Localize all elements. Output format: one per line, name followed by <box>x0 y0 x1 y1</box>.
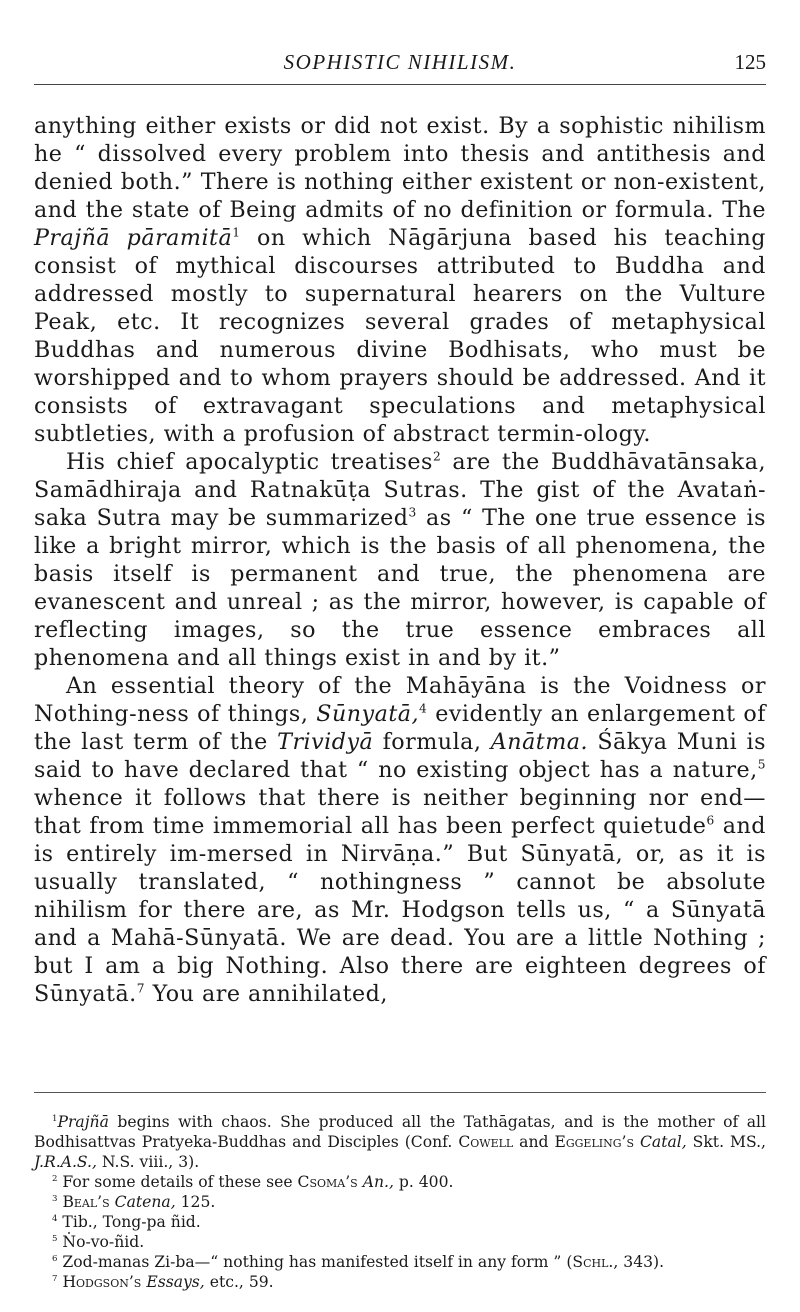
text-run: You are annihilated, <box>145 981 388 1007</box>
footnote-number: 6 <box>52 1253 58 1264</box>
author-name: Hodgson’s <box>62 1273 142 1291</box>
footnote-ref: 2 <box>432 449 442 464</box>
footnote-ref: 5 <box>757 757 766 772</box>
text-run: Tib., Tong-pa ñid. <box>57 1213 201 1231</box>
italic-term: Sūnyatā, <box>316 701 420 727</box>
footnote-number: 2 <box>52 1173 58 1184</box>
text-run: For some details of these see <box>57 1173 298 1191</box>
text-run: as “ The one true essence is like a bright mirror, which is the basis of all phenomena, the basis itself is permanent and true, the phenomena are evanescent and unreal ; as the mirror, however, is capable of reflecting images, so the true essence embraces all phenomena and all things exist in and by it.” <box>34 505 766 671</box>
paragraph-3 <box>34 672 766 1008</box>
text-run: p. 400. <box>393 1173 454 1191</box>
footnote-4 <box>34 1212 766 1232</box>
footnote-ref: 7 <box>136 981 146 996</box>
footnote-rule <box>34 1092 766 1093</box>
footnote-ref: 1 <box>232 225 241 240</box>
italic-term: Catena, <box>114 1193 176 1211</box>
italic-term: Catal, <box>639 1133 687 1151</box>
text-run: Skt. MS., <box>686 1133 766 1151</box>
paragraph-1 <box>34 112 766 448</box>
text-run: are the Buddhāvatānsaka, Samādhiraja and Ratnakūṭa Sutras. The gist of the Avataṅ-saka Sutra may be summarized <box>34 449 766 531</box>
text-run: His chief apocalyptic treatises <box>66 449 433 475</box>
footnote-3 <box>34 1192 766 1212</box>
italic-term: An., <box>362 1173 394 1191</box>
text-run: whence it follows that there is neither beginning nor end—that from time immemorial all has been perfect quietude <box>34 785 766 839</box>
text-run: 343). <box>618 1253 665 1271</box>
footnote-ref: 4 <box>419 701 428 716</box>
author-name: Beal’s <box>62 1193 110 1211</box>
italic-term: Trividyā <box>277 729 374 755</box>
footnotes <box>34 1112 766 1292</box>
author-name: Eggeling’s <box>554 1133 634 1151</box>
italic-term: J.R.A.S., <box>34 1153 97 1171</box>
text-run: 125. <box>175 1193 216 1211</box>
running-title: SOPHISTIC NIHILISM. <box>283 50 517 74</box>
footnote-6 <box>34 1252 766 1272</box>
text-run: anything either exists or did not exist. By a sophistic nihilism he “ dissolved every problem into thesis and antithesis and denied both.” There is nothing either existent or non-existent, and the state of Being admits of no definition or formula. The <box>34 113 766 223</box>
footnote-ref: 6 <box>706 813 715 828</box>
italic-term: Essays, <box>146 1273 205 1291</box>
author-name: Csoma’s <box>297 1173 358 1191</box>
footnote-2 <box>34 1172 766 1192</box>
text-run: begins with chaos. She produced all the Tathāgatas, and is the mother of all Bodhisattvas Pratyeka-Buddhas and Disciples (Conf. <box>34 1113 766 1151</box>
footnote-number: 4 <box>52 1213 58 1224</box>
footnote-number: 1 <box>52 1113 58 1124</box>
paragraph-2 <box>34 448 766 672</box>
author-name: Schl., <box>572 1253 619 1271</box>
text-run: formula, <box>373 729 491 755</box>
footnote-number: 7 <box>52 1273 58 1284</box>
footnote-7 <box>34 1272 766 1292</box>
page-header <box>34 50 766 86</box>
italic-term: Prajñā pāramitā <box>34 225 233 251</box>
footnote-1 <box>34 1112 766 1172</box>
text-run: An essential theory of the Mahāyāna is the Voidness or Nothing-ness of things, <box>34 673 766 727</box>
body-text <box>34 112 766 1008</box>
text-run: on which Nāgārjuna based his teaching consist of mythical discourses attributed to Buddha and addressed mostly to supernatural hearers on the Vulture Peak, etc. It recognizes several grades of metaphysical Buddhas and numerous divine Bodhisats, who must be worshipped and to whom prayers should be addressed. And it consists of extravagant speculations and metaphysical subtleties, with a profusion of abstract termin-ology. <box>34 225 766 447</box>
footnote-5 <box>34 1232 766 1252</box>
text-run: N.S. viii., 3). <box>96 1153 200 1171</box>
footnote-number: 3 <box>52 1193 58 1204</box>
italic-term: Anātma. <box>490 729 589 755</box>
italic-term: Prajñā <box>57 1113 109 1131</box>
text-run: and is entirely im-mersed in Nirvāṇa.” But Sūnyatā, or, as it is usually translated, “ nothingness ” cannot be absolute nihilism for there are, as Mr. Hodgson tells us, “ a Sūnyatā and a Mahā-Sūnyatā. We are dead. You are a little Nothing ; but I am a big Nothing. Also there are eighteen degrees of Sūnyatā. <box>34 813 767 1007</box>
text-run: etc., 59. <box>204 1273 274 1291</box>
text-run: Śākya Muni is said to have declared that “ no existing object has a nature, <box>34 729 766 783</box>
text-run: evidently an enlargement of the last term of the <box>34 701 766 755</box>
text-run: Zod-manas Zi-ba—“ nothing has manifested itself in any form ” ( <box>57 1253 573 1271</box>
text-run: Ṅo-vo-ñid. <box>57 1233 145 1251</box>
author-name: Cowell <box>458 1133 514 1151</box>
footnote-ref: 3 <box>408 505 417 520</box>
page-number: 125 <box>734 50 766 74</box>
footnote-number: 5 <box>52 1233 58 1244</box>
header-rule <box>34 84 766 85</box>
text-run: and <box>513 1133 555 1151</box>
